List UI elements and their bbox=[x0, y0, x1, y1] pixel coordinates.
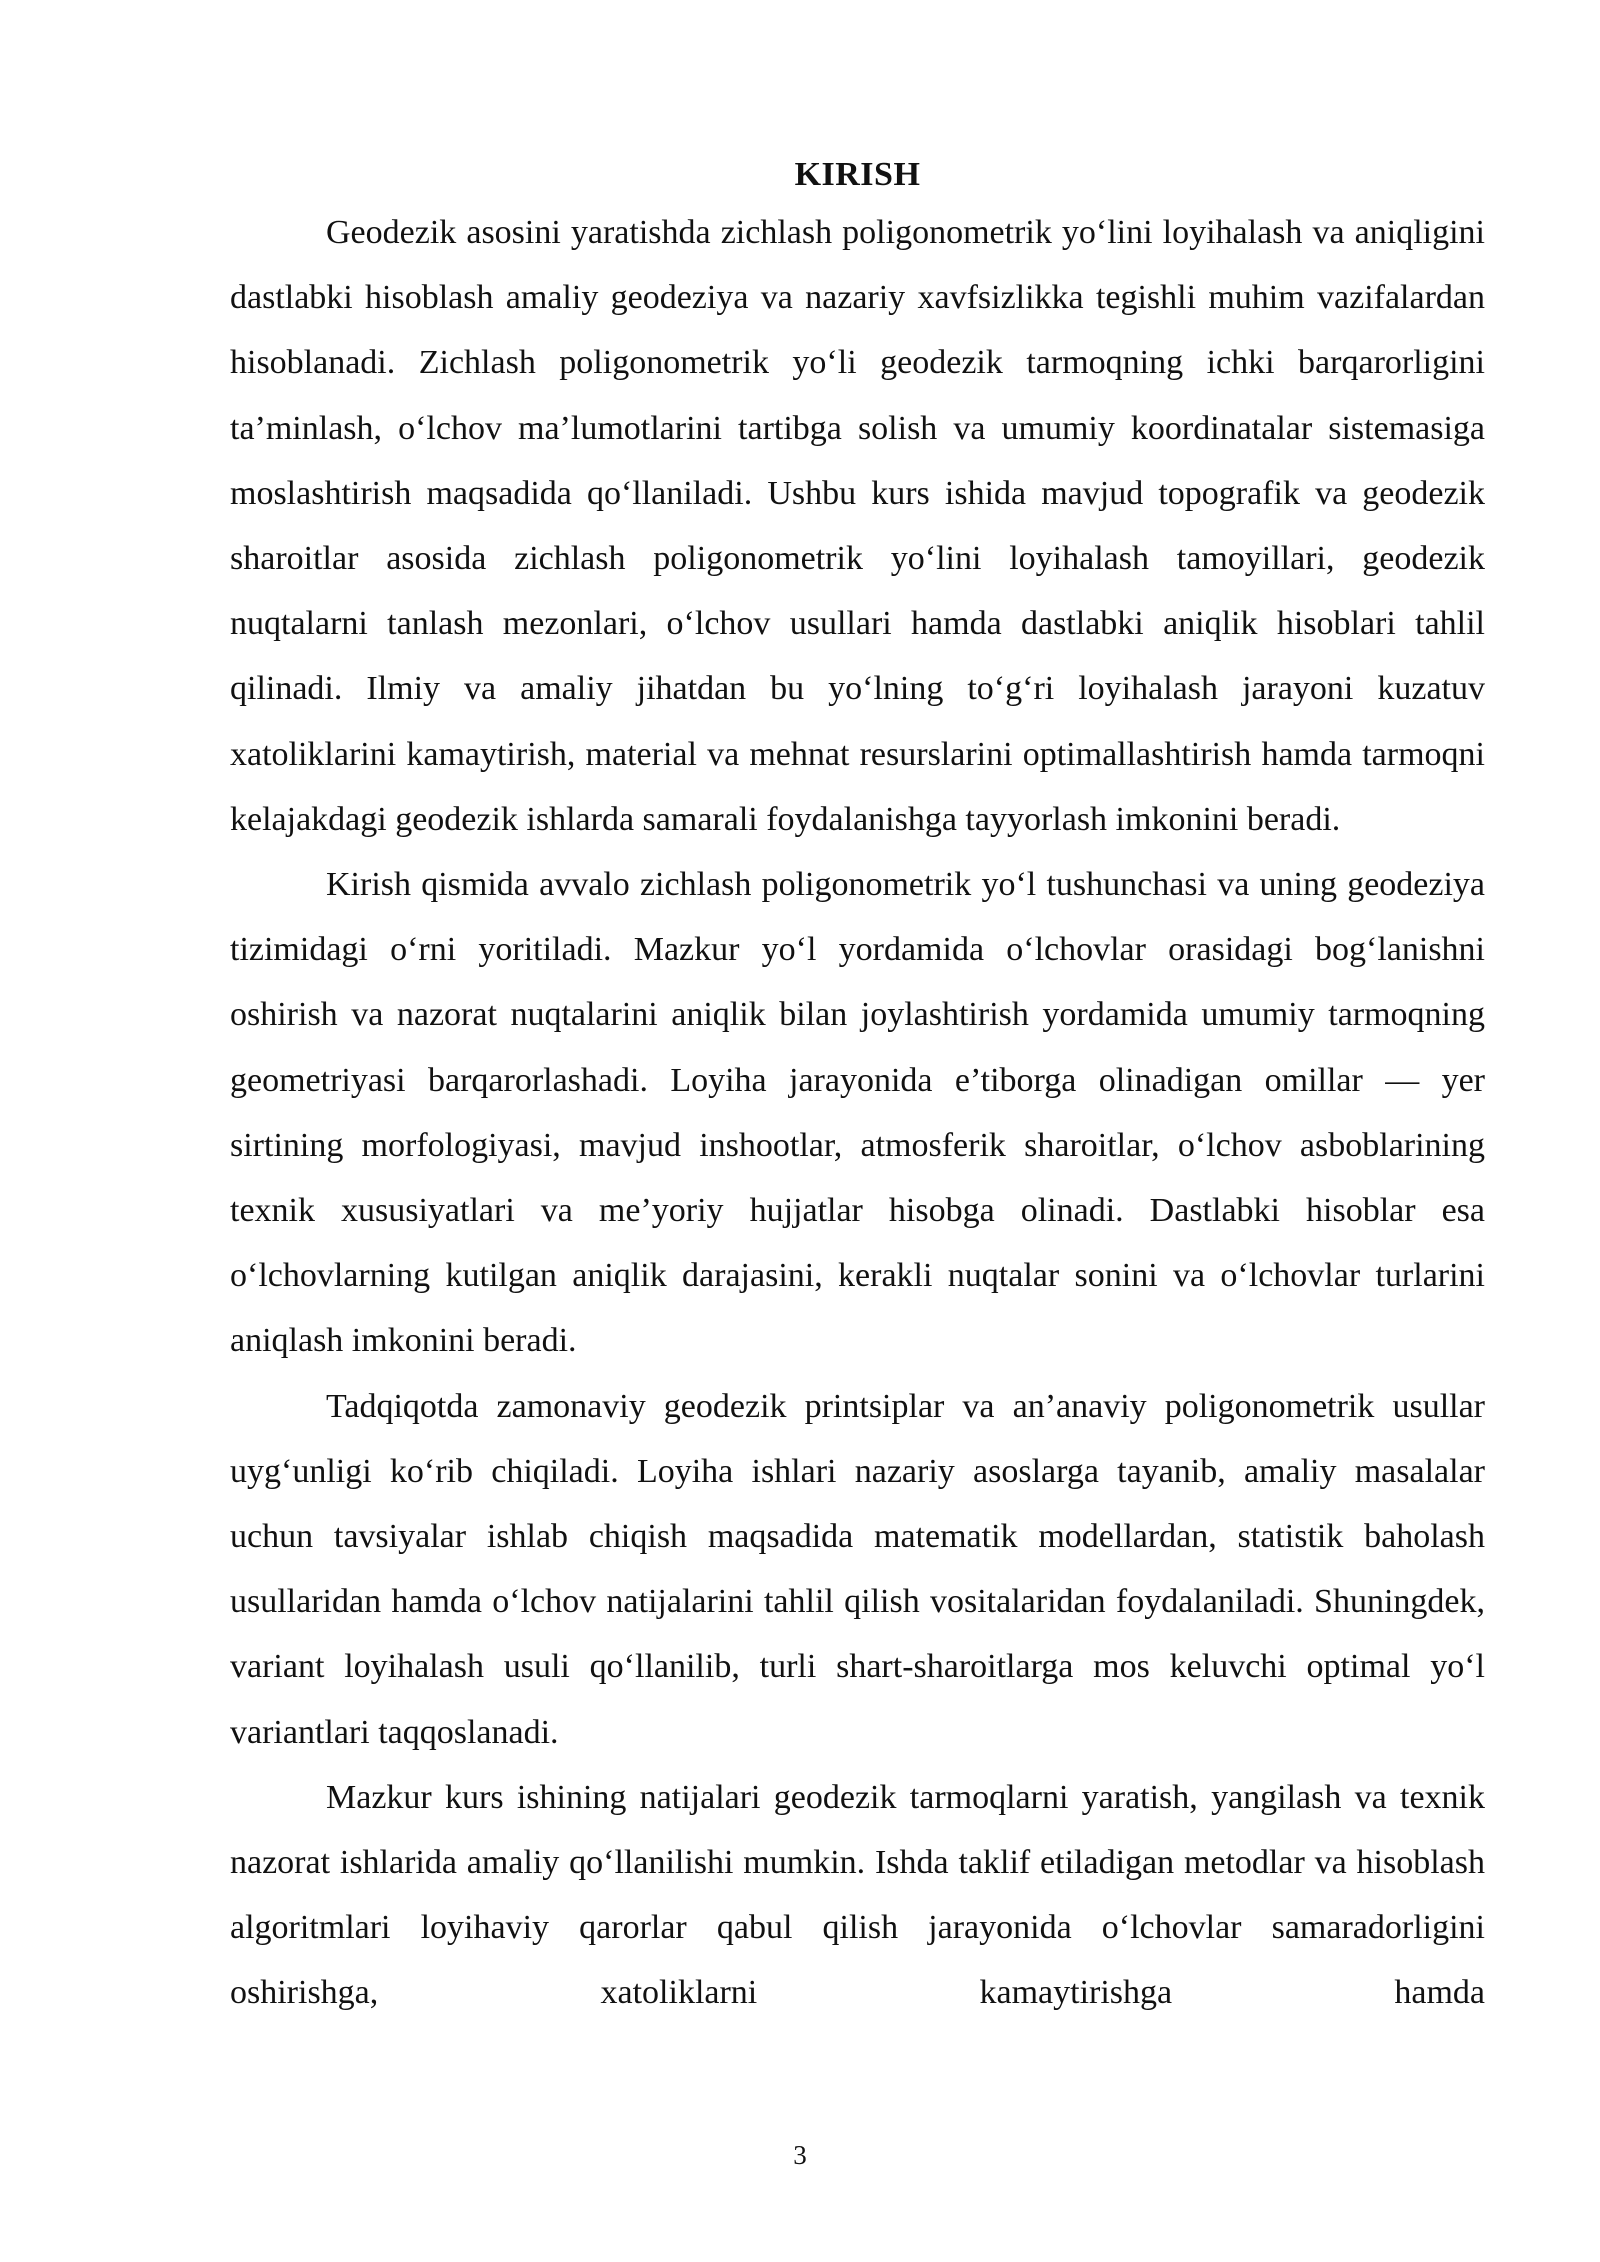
paragraph-1: Geodezik asosini yaratishda zichlash poligonometrik yo‘lini loyihalash va aniqligini dastlabki hisoblash amaliy geodeziya va nazariy xavfsizlikka tegishli muhim vazifalardan hisoblanadi. Zichlash poligonometrik yo‘li geodezik tarmoqning ichki barqarorligini ta’minlash, o‘lchov ma’lumotlarini tartibga solish va umumiy koordinatalar sistemasiga moslashtirish maqsadida qo‘llaniladi. Ushbu kurs ishida mavjud topografik va geodezik sharoitlar asosida zichlash poligonometrik yo‘lini loyihalash tamoyillari, geodezik nuqtalarni tanlash mezonlari, o‘lchov usullari hamda dastlabki aniqlik hisoblari tahlil qilinadi. Ilmiy va amaliy jihatdan bu yo‘lning to‘g‘ri loyihalash jarayoni kuzatuv xatoliklarini kamaytirish, material va mehnat resurslarini optimallashtirish hamda tarmoqni kelajakdagi geodezik ishlarda samarali foydalanishga tayyorlash imkonini beradi. bbox=[230, 214, 1485, 838]
paragraph-4: Mazkur kurs ishining natijalari geodezik tarmoqlarni yaratish, yangilash va texnik nazorat ishlarida amaliy qo‘llanilishi mumkin. Ishda taklif etiladigan metodlar va hisoblash algoritmlari loyihaviy qarorlar qabul qilish jarayonida o‘lchovlar samaradorligini oshirishga, xatoliklarni kamaytirishga hamda bbox=[230, 1778, 1485, 2012]
section-title: KIRISH bbox=[794, 156, 921, 193]
paragraph-2: Kirish qismida avvalo zichlash poligonometrik yo‘l tushunchasi va uning geodeziya tizimidagi o‘rni yoritiladi. Mazkur yo‘l yordamida o‘lchovlar orasidagi bog‘lanishni oshirish va nazorat nuqtalarini aniqlik bilan joylashtirish yordamida umumiy tarmoqning geometriyasi barqarorlashadi. Loyiha jarayonida e’tiborga olinadigan omillar — yer sirtining morfologiyasi, mavjud inshootlar, atmosferik sharoitlar, o‘lchov asboblarining texnik xususiyatlari va me’yoriy hujjatlar hisobga olinadi. Dastlabki hisoblar esa o‘lchovlarning kutilgan aniqlik darajasini, kerakli nuqtalar sonini va o‘lchovlar turlarini aniqlash imkonini beradi. bbox=[230, 866, 1485, 1360]
paragraph-3: Tadqiqotda zamonaviy geodezik printsiplar va an’anaviy poligonometrik usullar uyg‘unligi ko‘rib chiqiladi. Loyiha ishlari nazariy asoslarga tayanib, amaliy masalalar uchun tavsiyalar ishlab chiqish maqsadida matematik modellardan, statistik baholash usullaridan hamda o‘lchov natijalarini tahlil qilish vositalaridan foydalaniladi. Shuningdek, variant loyihalash usuli qo‘llanilib, turli shart-sharoitlarga mos keluvchi optimal yo‘l variantlari taqqoslanadi. bbox=[230, 1387, 1485, 1751]
page-content bbox=[230, 150, 1485, 2026]
page-number: 3 bbox=[793, 2140, 807, 2170]
